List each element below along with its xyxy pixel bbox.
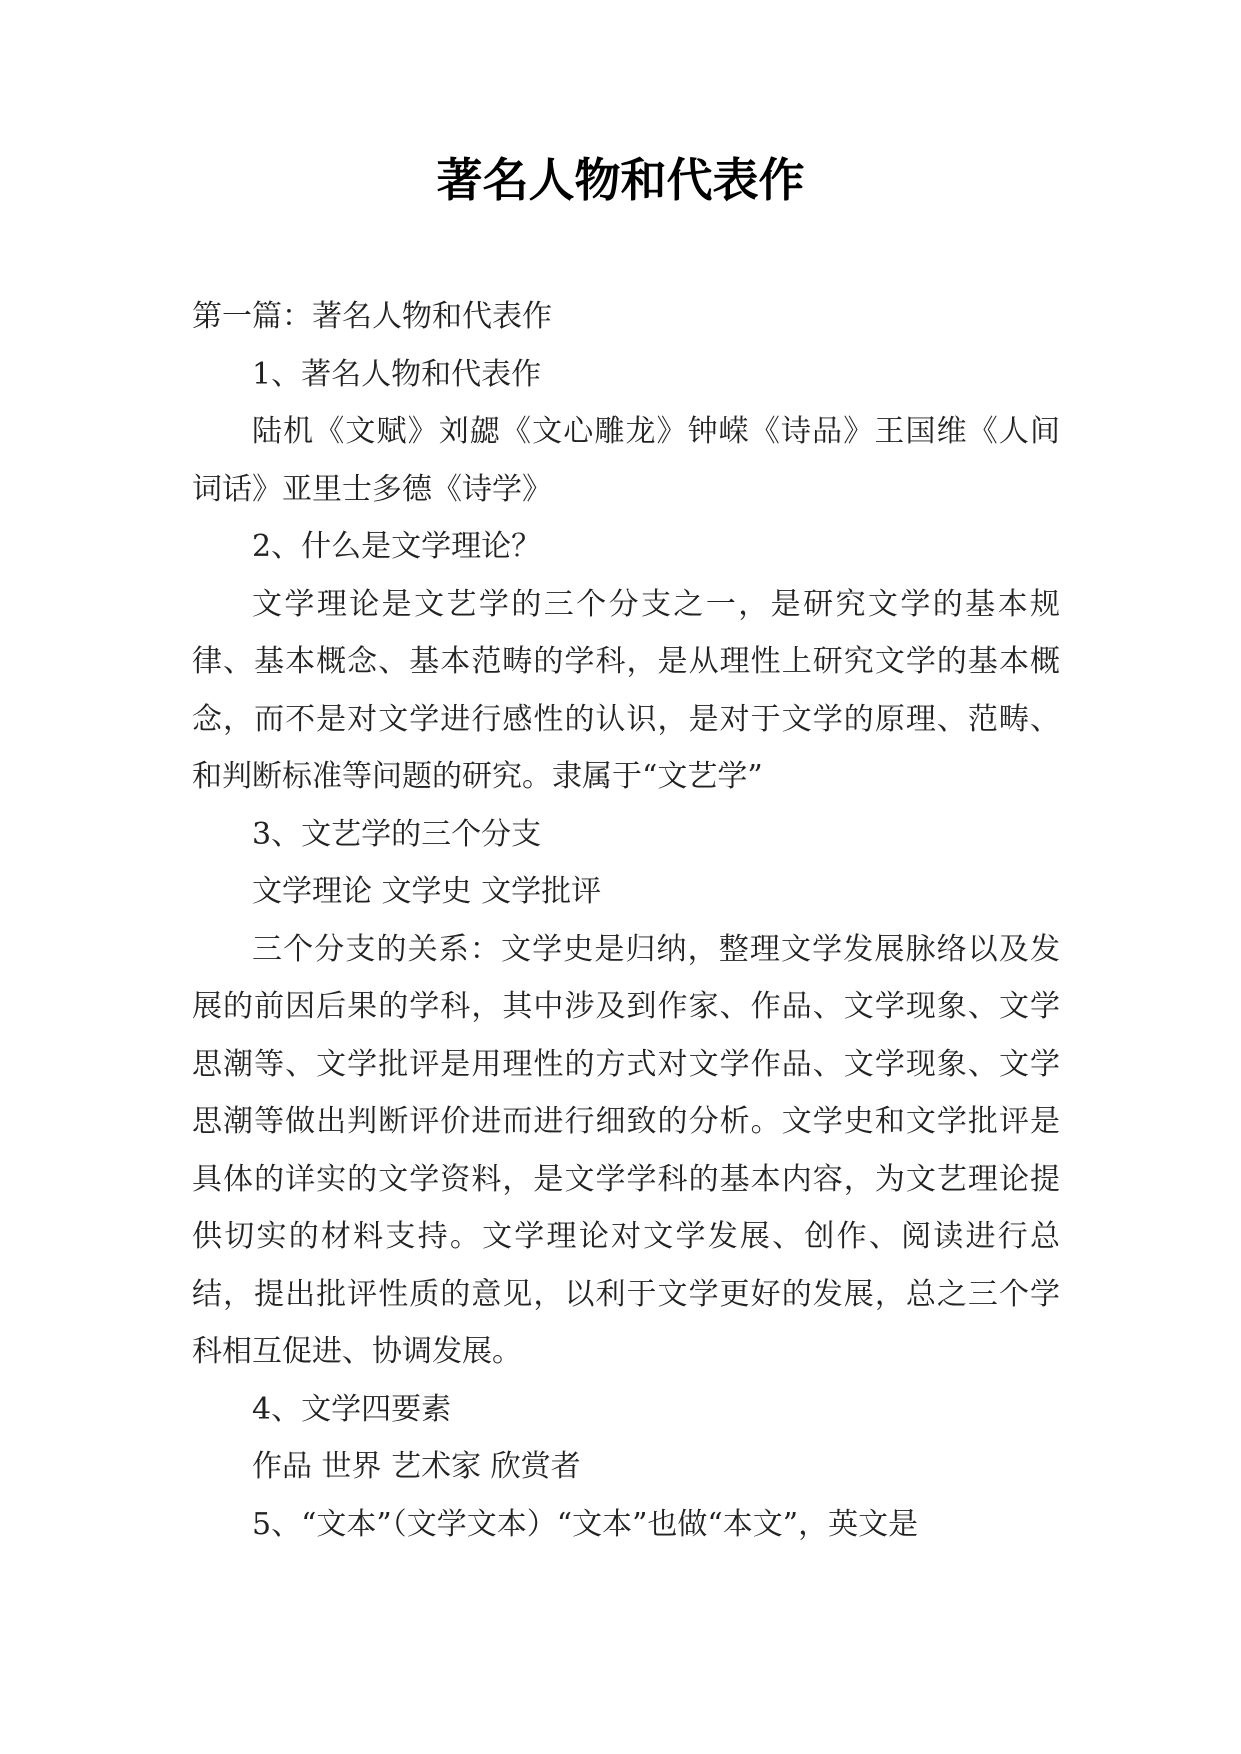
paragraph-literary-theory: 文学理论是文艺学的三个分支之一，是研究文学的基本规律、基本概念、基本范畴的学科，是从理性上研究文学的基本概念，而不是对文学进行感性的认识，是对于文学的原理、范畴、和判断标准等问题的研究。隶属于“文艺学” — [192, 586, 1060, 794]
chapter-heading: 第一篇：著名人物和代表作 — [192, 299, 552, 334]
section-heading-1: 1、著名人物和代表作 — [252, 356, 542, 392]
section-heading-4: 4、文学四要素 — [252, 1391, 452, 1427]
document-body — [192, 288, 1060, 1553]
document-title: 著名人物和代表作 — [436, 153, 805, 207]
paragraph-four-elements: 作品 世界 艺术家 欣赏者 — [252, 1449, 581, 1484]
paragraph-famous-works: 陆机《文赋》刘勰《文心雕龙》钟嵘《诗品》王国维《人间词话》亚里士多德《诗学》 — [192, 414, 1060, 507]
paragraph-branch-relations: 三个分支的关系：文学史是归纳，整理文学发展脉络以及发展的前因后果的学科，其中涉及到作家、作品、文学现象、文学思潮等、文学批评是用理性的方式对文学作品、文学现象、文学思潮等做出判断评价进而进行细致的分析。文学史和文学批评是具体的详实的文学资料，是文学学科的基本内容，为文艺理论提供切实的材料支持。文学理论对文学发展、创作、阅读进行总结，提出批评性质的意见，以利于文学更好的发展，总之三个学科相互促进、协调发展。 — [192, 931, 1060, 1369]
section-heading-5: 5、“文本”（文学文本）“文本”也做“本文”，英文是 — [252, 1506, 919, 1542]
section-heading-2: 2、什么是文学理论？ — [252, 529, 542, 564]
section-heading-3: 3、文艺学的三个分支 — [252, 816, 542, 852]
paragraph-three-branches: 文学理论 文学史 文学批评 — [252, 874, 602, 909]
